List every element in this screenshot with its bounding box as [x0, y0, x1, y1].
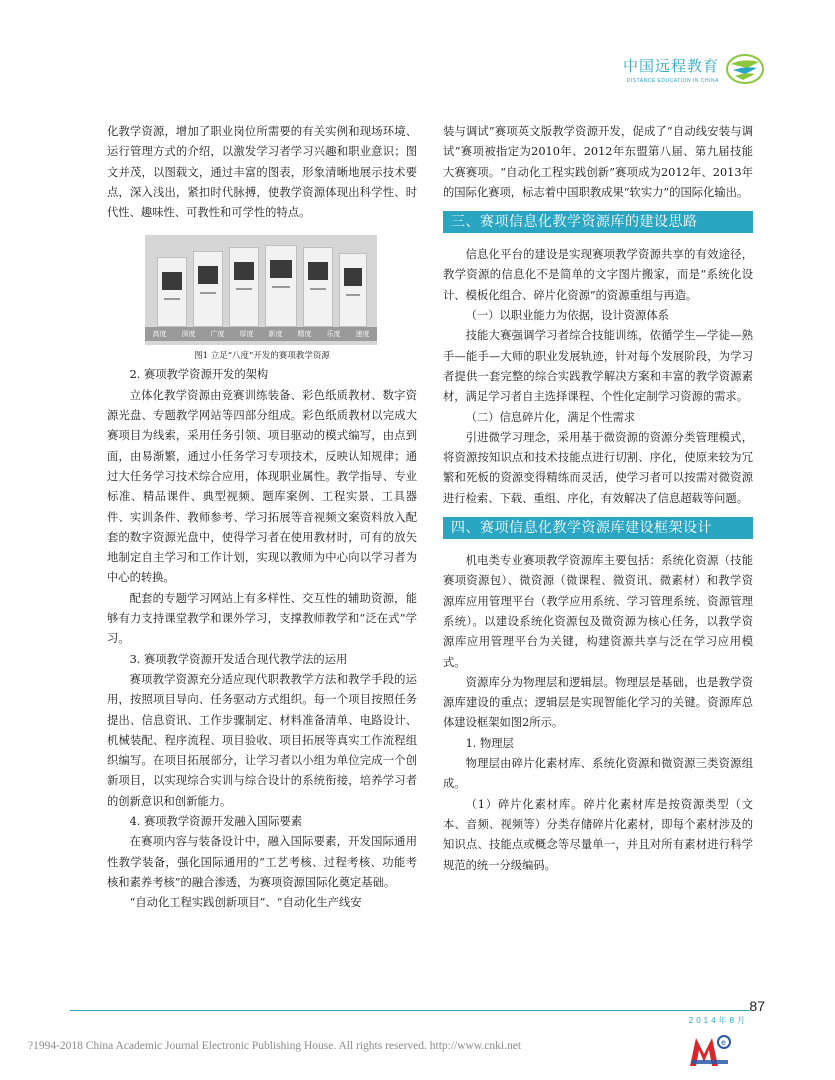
- figure-caption: 图1 立足“八度”开发的赛项教学资源: [194, 351, 330, 362]
- figure-strip-label: 广度: [210, 330, 225, 339]
- figure-1: [107, 235, 417, 345]
- journal-subtitle: DISTANCE EDUCATION IN CHINA: [626, 77, 719, 84]
- paragraph: （1）碎片化素材库。碎片化素材库是按资源类型（文本、音频、视频等）分类存储碎片化素材，即每个素材涉及的知识点、技能点或概念等尽量单一，并且对所有素材进行科学规范的统一分级编码。: [443, 797, 753, 872]
- paragraph: 物理层由碎片化素材库、系统化资源和微资源三类资源组成。: [443, 757, 753, 791]
- book-cover: [157, 257, 187, 327]
- book-cover: [265, 245, 297, 327]
- subsection-heading: 1. 物理层: [465, 736, 514, 750]
- subsection-heading: 2. 赛项教学资源开发的架构: [129, 368, 269, 382]
- book-cover: [339, 253, 367, 327]
- subsection-heading: 4. 赛项教学资源开发融入国际要素: [129, 815, 303, 829]
- paragraph: 引进微学习理念，采用基于微资源的资源分类管理模式，将资源按知识点和技术技能点进行切割、序化，使原来较为冗繁和死板的资源变得精练而灵活，使学习者可以按需对微资源进行检索、下载、重组、序化，有效解决了信息超载等问题。: [443, 430, 753, 505]
- subsection-heading: （二）信息碎片化，满足个性需求: [465, 410, 636, 424]
- figure-label-strip: [145, 327, 377, 341]
- book-cover: [229, 247, 259, 327]
- paragraph: 配套的专题学习网站上有多样性、交互性的辅助资源，能够有力支持课堂教学和课外学习，支撑教师教学和“泛在式”学习。: [107, 591, 417, 646]
- subsection-heading: （一）以职业能力为依据，设计资源体系: [465, 309, 669, 323]
- svg-text:e: e: [721, 1038, 726, 1047]
- figure-strip-label: 速度: [355, 330, 370, 339]
- cnki-logo-icon: [688, 1034, 732, 1068]
- right-column: [443, 122, 753, 876]
- journal-header-text: [623, 55, 719, 84]
- figure-strip-label: 乐度: [326, 330, 341, 339]
- paragraph: 机电类专业赛项教学资源库主要包括：系统化资源（技能赛项资源包）、微资源（微课程、微资讯、微素材）和教学资源库应用管理平台（教学应用系统、学习管理系统、资源管理系统）。以建设系统化资源包及微资源为核心任务，以教学资源库应用管理平台为关键，构建资源共享与泛在学习应用模式。: [443, 554, 753, 669]
- left-column: [107, 122, 417, 914]
- figure-image: [145, 235, 377, 345]
- section-heading-3: 三、赛项信息化教学资源库的建设思路: [443, 211, 753, 233]
- journal-header: [623, 52, 765, 86]
- paragraph: “自动化工程实践创新项目”、“自动化生产线安: [129, 896, 362, 910]
- paragraph: 技能大赛强调学习者综合技能训练，依循学生—学徒—熟手—能手—大师的职业发展轨迹，针对每个发展阶段，为学习者提供一套完整的综合实践教学解决方案和丰富的教学资源素材，满足学习者自主选择课程、个性化定制学习资源的需求。: [443, 329, 753, 404]
- figure-strip-label: 新度: [268, 330, 283, 339]
- journal-title: 中国远程教育: [622, 56, 719, 75]
- paragraph: 化教学资源，增加了职业岗位所需要的有关实例和现场环境、运行管理方式的介绍，以激发学习者学习兴趣和职业意识；图文并茂，以图载文，通过丰富的图表，形象清晰地展示技术要点，深入浅出，紧扣时代脉搏，使教学资源体现出科学性、时代性、趣味性、可教性和可学性的特点。: [107, 125, 417, 220]
- paragraph: 信息化平台的建设是实现赛项教学资源共享的有效途径，教学资源的信息化不是简单的文字图片搬家，而是“系统化设计、模板化组合、碎片化资源”的资源重组与再造。: [443, 248, 753, 302]
- paragraph: 装与调试”赛项英文版教学资源开发，促成了“自动线安装与调试”赛项被指定为2010年、2012年东盟第八届、第九届技能大赛赛项。“自动化工程实践创新”赛项成为2012年、2013年的国际化赛项，标志着中国职教成果“软实力”的国际化输出。: [443, 125, 753, 199]
- figure-strip-label: 高度: [152, 330, 167, 339]
- paragraph: 赛项教学资源充分适应现代职教教学方法和教学手段的运用，按照项目导向、任务驱动方式组织。每一个项目按照任务提出、信息资讯、工作步骤制定、材料准备清单、电路设计、机械装配、程序流程、项目验收、项目拓展等真实工作流程组织编写。在项目拓展部分，让学习者以小组为单位完成一个创新项目，以实现综合实训与综合设计的系统衔接，培养学习者的创新意识和创新能力。: [107, 672, 417, 808]
- footer-rule: [70, 1010, 750, 1011]
- page-number: 87: [749, 998, 765, 1014]
- book-cover: [303, 247, 333, 327]
- figure-strip-label: 厚度: [239, 330, 254, 339]
- copyright-notice: ?1994-2018 China Academic Journal Electronic Publishing House. All rights reserved. http://www.cnki.net: [28, 1040, 522, 1052]
- figure-strip-label: 精度: [297, 330, 312, 339]
- journal-logo-icon: [725, 52, 765, 86]
- paragraph: 资源库分为物理层和逻辑层。物理层是基础，也是教学资源库建设的重点；逻辑层是实现智能化学习的关键。资源库总体建设框架如图2所示。: [443, 675, 753, 730]
- figure-strip-label: 深度: [181, 330, 196, 339]
- issue-date: 2014年8月: [688, 1016, 748, 1025]
- paragraph: 立体化教学资源由竞赛训练装备、彩色纸质教材、数字资源光盘、专题教学网站等四部分组成。彩色纸质教材以完成大赛项目为线索，采用任务引领、项目驱动的模式编写，由点到面，由易渐繁，通过小任务学习专项技术，反映认知规律；通过大任务学习技术综合应用，体现职业属性。教学指导、专业标准、精品课件、典型视频、题库案例、工程实景、工具器件、实训条件、教师参考、学习拓展等音视频文案资料放入配套的数字资源光盘中，使得学习者在使用教材时，可有的放矢地制定自主学习和工作计划，实现以教师为中心向以学习者为中心的转换。: [107, 388, 417, 585]
- subsection-heading: 3. 赛项教学资源开发适合现代教学法的运用: [129, 652, 348, 666]
- paragraph: 在赛项内容与装备设计中，融入国际要素，开发国际通用性教学装备，强化国际通用的“工艺考核、过程考核、功能考核和素养考核”的融合渗透，为赛项资源国际化奠定基础。: [107, 835, 417, 889]
- section-heading-4: 四、赛项信息化教学资源库建设框架设计: [443, 517, 753, 539]
- book-cover: [193, 251, 223, 327]
